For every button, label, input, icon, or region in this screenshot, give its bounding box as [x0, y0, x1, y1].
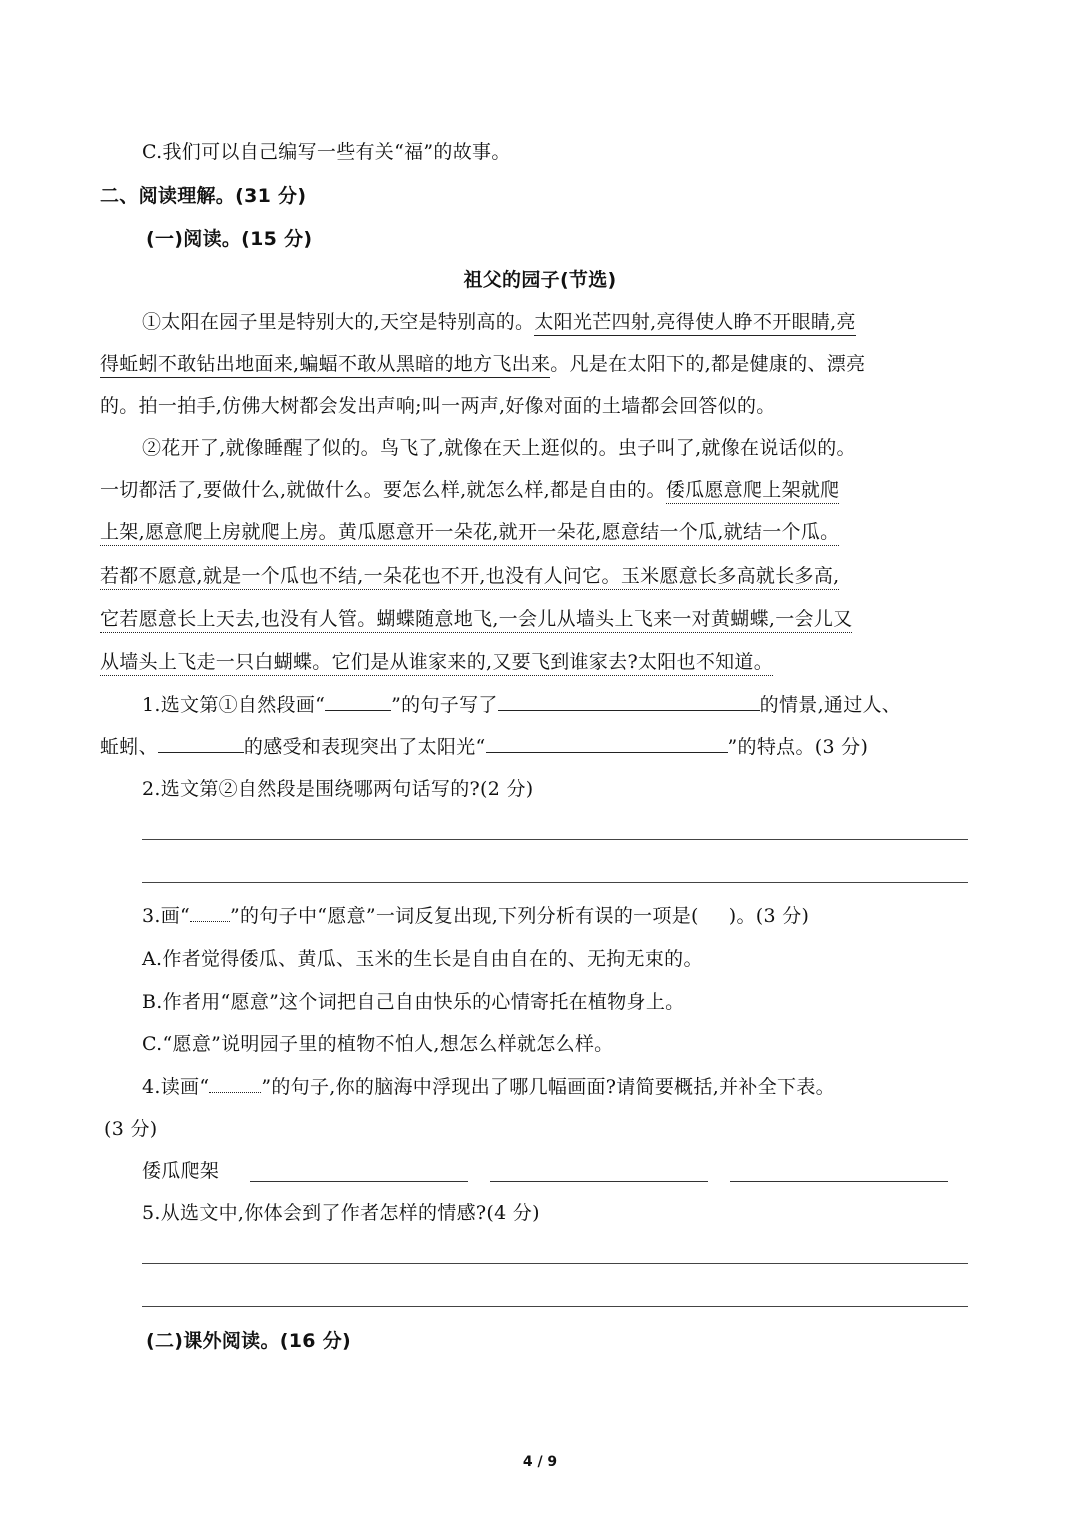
answer-blank[interactable] [486, 732, 728, 753]
wavy-underlined-sentence: 倭瓜愿意爬上架就爬 [666, 479, 840, 504]
para1-line2 [100, 350, 982, 378]
wavy-line-sample [190, 907, 230, 922]
answer-line[interactable] [142, 882, 968, 883]
q3-option-b[interactable]: B.作者用“愿意”这个词把自己自由快乐的心情寄托在植物身上。 [142, 991, 685, 1013]
question-1-line2 [100, 732, 982, 761]
q1-text: 的感受和表现突出了太阳光“ [243, 736, 486, 758]
q1-text: 蚯蚓、 [100, 736, 158, 758]
page-number: 4 / 9 [522, 1454, 558, 1470]
para2-text: 一切都活了,要做什么,就做什么。要怎么样,就怎么样,都是自由的。 [100, 479, 666, 501]
wavy-underlined-sentence: 从墙头上飞走一只白蝴蝶。它们是从谁家来的,又要飞到谁家去?太阳也不知道。 [100, 651, 773, 676]
q3-option-a[interactable]: A.作者觉得倭瓜、黄瓜、玉米的生长是自由自在的、无拘无束的。 [142, 948, 703, 970]
question-4-line1 [142, 1073, 982, 1101]
wavy-line-sample [209, 1078, 261, 1093]
table-blank[interactable] [250, 1181, 468, 1182]
para2-line1: ②花开了,就像睡醒了似的。鸟飞了,就像在天上逛似的。虫子叫了,就像在说话似的。 [142, 437, 856, 459]
answer-line[interactable] [142, 1263, 968, 1264]
q3-option-c[interactable]: C.“愿意”说明园子里的植物不怕人,想怎么样就怎么样。 [142, 1033, 614, 1055]
para2-line6 [100, 648, 982, 676]
q4-text: 4.读画“ [142, 1076, 210, 1098]
q1-text: ”的句子写了 [391, 694, 498, 716]
para1-line1 [142, 308, 982, 336]
underlined-sentence: 得蚯蚓不敢钻出地面来,蝙蝠不敢从黑暗的地方飞出来 [100, 353, 550, 378]
para2-line4 [100, 562, 982, 590]
q4-text: ”的句子,你的脑海中浮现出了哪几幅画面?请简要概括,并补全下表。 [261, 1076, 835, 1098]
part2-heading: (二)课外阅读。(16 分) [146, 1330, 351, 1352]
prev-option-c: C.我们可以自己编写一些有关“福”的故事。 [142, 141, 511, 163]
wavy-underlined-sentence: 若都不愿意,就是一个瓜也不结,一朵花也不开,也没有人问它。玉米愿意长多高就长多高, [100, 565, 839, 590]
answer-blank[interactable] [325, 690, 391, 711]
question-2: 2.选文第②自然段是围绕哪两句话写的?(2 分) [142, 778, 534, 800]
q4-first-item: 倭瓜爬架 [142, 1160, 220, 1182]
q1-text: 1.选文第①自然段画“ [142, 694, 326, 716]
section-heading: 二、阅读理解。(31 分) [100, 185, 307, 207]
underlined-sentence: 太阳光芒四射,亮得使人睁不开眼睛,亮 [534, 311, 855, 336]
answer-blank[interactable] [498, 690, 760, 711]
question-1-line1 [142, 690, 982, 719]
q1-text: ”的特点。(3 分) [727, 736, 869, 758]
table-blank[interactable] [730, 1181, 948, 1182]
wavy-underlined-sentence: 上架,愿意爬上房就爬上房。黄瓜愿意开一朵花,就开一朵花,愿意结一个瓜,就结一个瓜。 [100, 521, 839, 546]
para1-text: 。凡是在太阳下的,都是健康的、漂亮 [550, 353, 866, 375]
para2-line5 [100, 605, 982, 633]
answer-line[interactable] [142, 1306, 968, 1307]
question-3 [142, 902, 982, 930]
q3-text: 3.画“ [142, 905, 191, 927]
table-blank[interactable] [490, 1181, 708, 1182]
para1-line3: 的。拍一拍手,仿佛大树都会发出声响;叫一两声,好像对面的土墙都会回答似的。 [100, 395, 776, 417]
q3-text: ”的句子中“愿意”一词反复出现,下列分析有误的一项是( [230, 905, 699, 927]
question-4-line2: (3 分) [104, 1118, 158, 1140]
article-title: 祖父的园子(节选) [463, 269, 617, 291]
part1-heading: (一)阅读。(15 分) [146, 228, 313, 250]
answer-blank[interactable] [158, 732, 244, 753]
para1-text: ①太阳在园子里是特别大的,天空是特别高的。 [142, 311, 535, 333]
para2-line2 [100, 476, 982, 504]
para2-line3 [100, 518, 982, 546]
q3-text: )。(3 分) [728, 905, 810, 927]
question-5: 5.从选文中,你体会到了作者怎样的情感?(4 分) [142, 1202, 540, 1224]
answer-line[interactable] [142, 839, 968, 840]
q1-text: 的情景,通过人、 [759, 694, 902, 716]
wavy-underlined-sentence: 它若愿意长上天去,也没有人管。蝴蝶随意地飞,一会儿从墙头上飞来一对黄蝴蝶,一会儿又 [100, 608, 852, 633]
